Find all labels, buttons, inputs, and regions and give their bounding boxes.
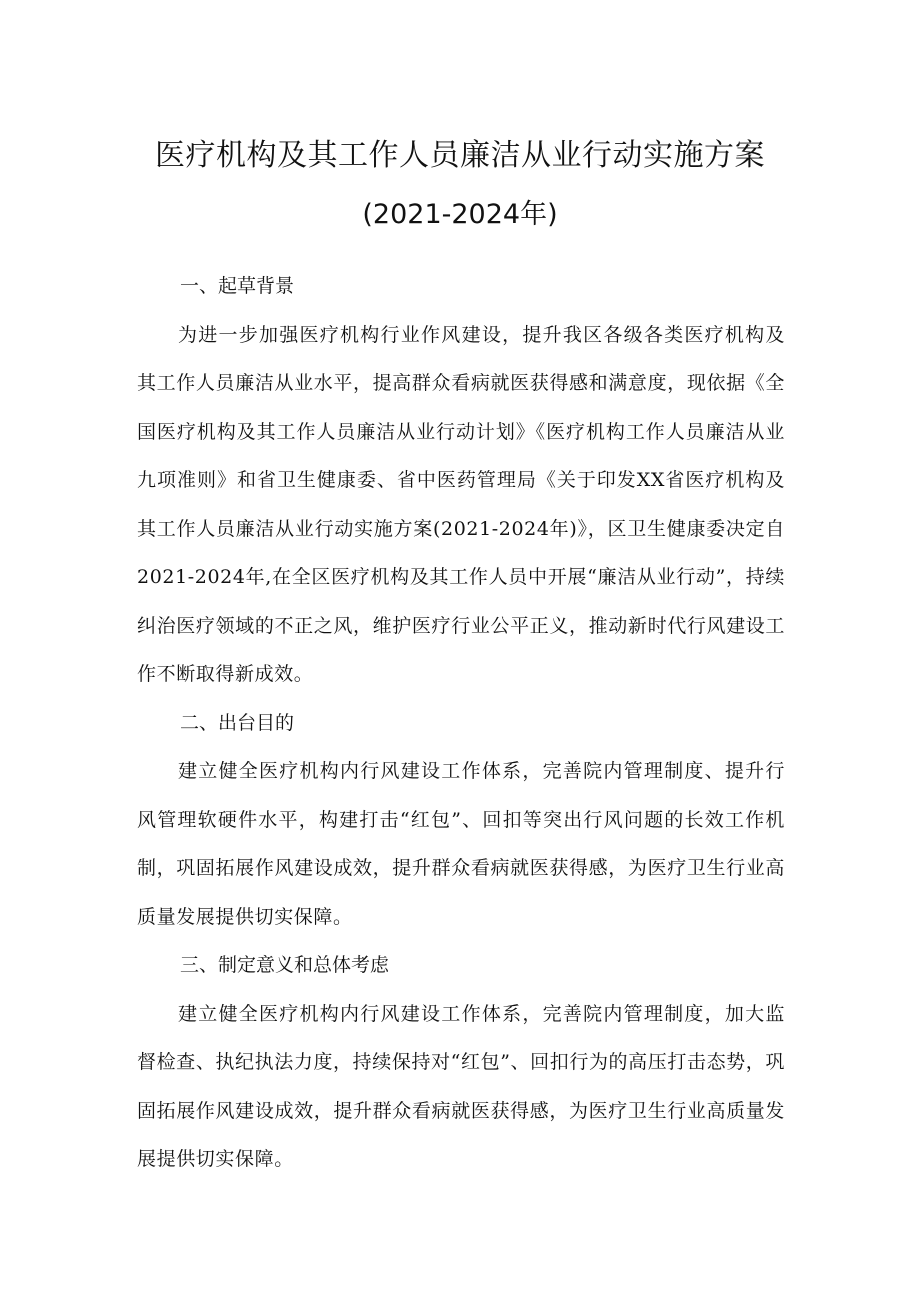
section-heading-purpose: 二、出台目的: [180, 711, 295, 734]
section-paragraph-background: 为进一步加强医疗机构行业作风建设，提升我区各级各类医疗机构及其工作人员廉洁从业水平，提高群众看病就医获得感和满意度，现依据《全国医疗机构及其工作人员廉洁从业行动计划》《医疗机构工作人员廉洁从业九项准则》和省卫生健康委、省中医药管理局《关于印发XX省医疗机构及其工作人员廉洁从业行动实施方案(2021-2024年)》，区卫生健康委决定自2021-2024年,在全区医疗机构及其工作人员中开展“廉洁从业行动”，持续纠治医疗领域的不正之风，维护医疗行业公平正义，推动新时代行风建设工作不断取得新成效。: [137, 323, 785, 685]
document-body: [137, 262, 785, 1184]
document-title: 医疗机构及其工作人员廉洁从业行动实施方案: [155, 138, 765, 173]
section-paragraph-purpose: 建立健全医疗机构内行风建设工作体系，完善院内管理制度、提升行风管理软硬件水平，构建打击“红包”、回扣等突出行风问题的长效工作机制，巩固拓展作风建设成效，提升群众看病就医获得感，为医疗卫生行业高质量发展提供切实保障。: [137, 760, 785, 928]
section-heading-significance: 三、制定意义和总体考虑: [180, 954, 390, 976]
section-paragraph-significance: 建立健全医疗机构内行风建设工作体系，完善院内管理制度，加大监督检查、执纪执法力度，持续保持对“红包”、回扣行为的高压打击态势，巩固拓展作风建设成效，提升群众看病就医获得感，为医疗卫生行业高质量发展提供切实保障。: [137, 1002, 785, 1170]
section-heading-background: 一、起草背景: [180, 275, 295, 297]
document-subtitle: (2021-2024年): [362, 199, 558, 230]
